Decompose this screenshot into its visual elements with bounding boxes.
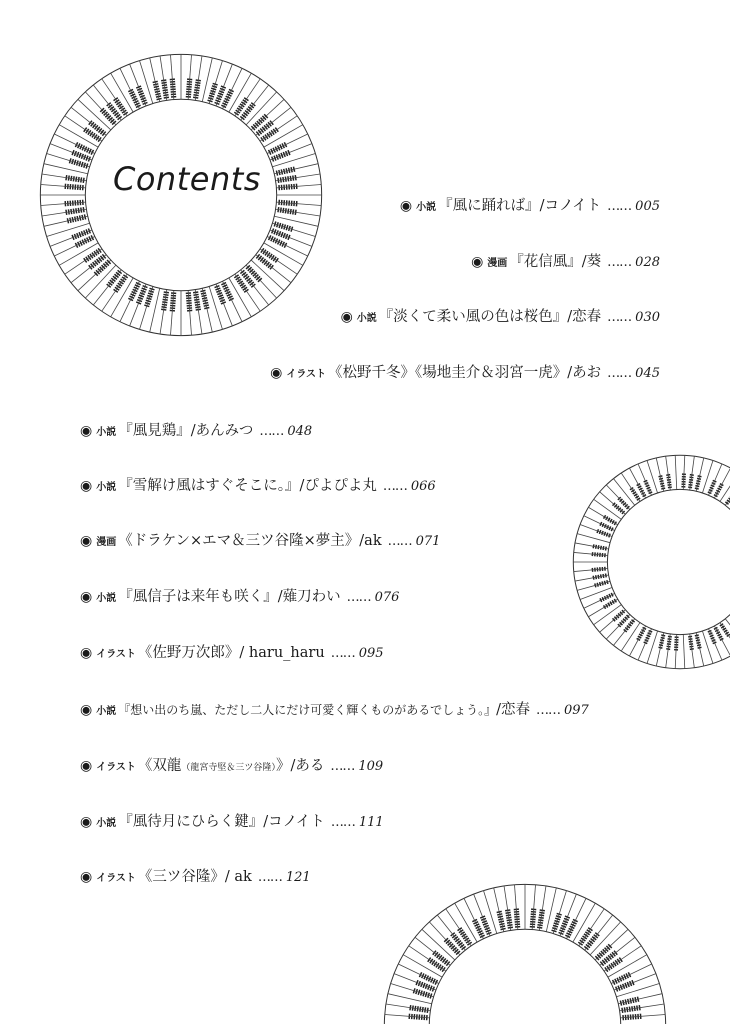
leader-dots: …… [607,255,632,270]
entry-work-title-end: 》 [275,758,291,774]
bullet-icon: ◉ [471,254,484,270]
toc-entry [80,812,384,834]
toc-entry [400,196,660,218]
bullet-icon: ◉ [80,423,93,439]
entry-work-title: 『想い出のち嵐、ただし二人にだけ可愛く輝くものがあるでしょう。』 [118,703,497,717]
entry-page-number: 095 [358,646,384,661]
toc-entry [341,307,660,329]
entry-category: 小説 [356,313,377,324]
leader-dots: …… [330,815,355,830]
bullet-icon: ◉ [80,533,93,549]
entry-author: /コノイト [263,814,325,830]
entry-author: /ぴよぴよ丸 [299,478,377,494]
entry-author: /葵 [581,254,602,270]
entry-page-number: 076 [374,590,400,605]
leader-dots: …… [257,870,282,885]
bullet-icon: ◉ [80,645,93,661]
entry-work-title: 《ドラケン×エマ＆三ツ谷隆×夢主》 [118,533,360,549]
leader-dots: …… [382,479,407,494]
entry-category: イラスト [96,873,136,884]
leader-dots: …… [536,703,560,718]
toc-entry [80,643,384,665]
entry-work-title: 『風見鶏』 [118,423,191,439]
entry-category: 小説 [416,202,437,213]
leader-dots: …… [607,310,632,325]
entry-category: 小説 [96,593,117,604]
entry-work-subtitle: （龍宮寺堅＆三ツ谷隆） [181,763,276,773]
leader-dots: …… [387,534,412,549]
bullet-icon: ◉ [80,814,93,830]
entry-work-title: 『雪解け風はすぐそこに。』 [118,478,300,494]
leader-dots: …… [330,646,355,661]
entry-author: /コノイト [539,198,602,214]
toc-entry [80,700,589,722]
entry-category: 漫画 [96,537,117,548]
entry-work-title: 『花信風』 [509,254,582,270]
entry-work-title: 『淡くて柔い風の色は桜色』 [378,309,568,325]
page-title: Contents [113,160,261,198]
toc-entry [270,363,660,385]
entry-page-number: 109 [358,759,384,774]
entry-author: /ak [359,533,382,549]
entry-work-title-main: 《双龍 [137,758,182,774]
entry-work-title: 『風待月にひらく鍵』 [118,814,264,830]
entry-author: /恋春 [567,309,602,325]
bullet-icon: ◉ [80,758,93,774]
entry-page-number: 045 [635,366,660,381]
leader-dots: …… [259,424,284,439]
entry-category: イラスト [96,762,136,773]
entry-category: イラスト [96,649,136,660]
entry-work-title [138,756,291,778]
entry-category: 小説 [96,706,117,717]
toc-entry [80,587,399,609]
entry-author: /あんみつ [190,423,254,439]
entry-page-number: 066 [410,479,436,494]
entry-category: 小説 [96,482,117,493]
entry-page-number: 097 [564,703,589,718]
entry-category: 漫画 [487,258,508,269]
entry-page-number: 005 [635,199,660,214]
leader-dots: …… [330,759,355,774]
entry-author: /恋春 [496,702,530,718]
entry-page-number: 030 [635,310,660,325]
entry-page-number: 048 [287,424,313,439]
entry-page-number: 028 [635,255,660,270]
leader-dots: …… [607,199,632,214]
entry-work-title: 《三ツ谷隆》 [137,869,225,885]
entry-author: / ak [224,869,252,885]
entry-author: / haru_haru [239,645,325,661]
toc-entry [80,756,383,778]
entry-category: 小説 [96,818,117,829]
entry-work-title: 『風信子は来年も咲く』 [118,589,278,605]
bullet-icon: ◉ [80,478,93,494]
entry-page-number: 121 [285,870,311,885]
bullet-icon: ◉ [80,702,93,718]
entry-author: /薙刀わい [277,589,341,605]
toc-entry [80,867,311,889]
bullet-icon: ◉ [399,198,413,214]
toc-entry [80,531,440,553]
entry-work-title: 『風に踊れば』 [438,198,540,214]
entry-author: /あお [567,365,602,381]
bullet-icon: ◉ [340,309,353,325]
entry-work-title: 《佐野万次郎》 [137,645,240,661]
toc-entry [80,421,312,443]
entry-page-number: 071 [415,534,441,549]
toc-entry [471,252,660,274]
entry-category: 小説 [96,427,117,438]
leader-dots: …… [346,590,371,605]
entry-category: イラスト [286,369,327,380]
entry-author: /ある [290,758,325,774]
entry-page-number: 111 [358,815,384,830]
leader-dots: …… [607,366,632,381]
bullet-icon: ◉ [270,365,283,381]
entry-work-title: 《松野千冬》《場地圭介＆羽宮一虎》 [328,365,568,381]
toc-entry [80,476,436,498]
bullet-icon: ◉ [80,869,93,885]
bullet-icon: ◉ [80,589,93,605]
